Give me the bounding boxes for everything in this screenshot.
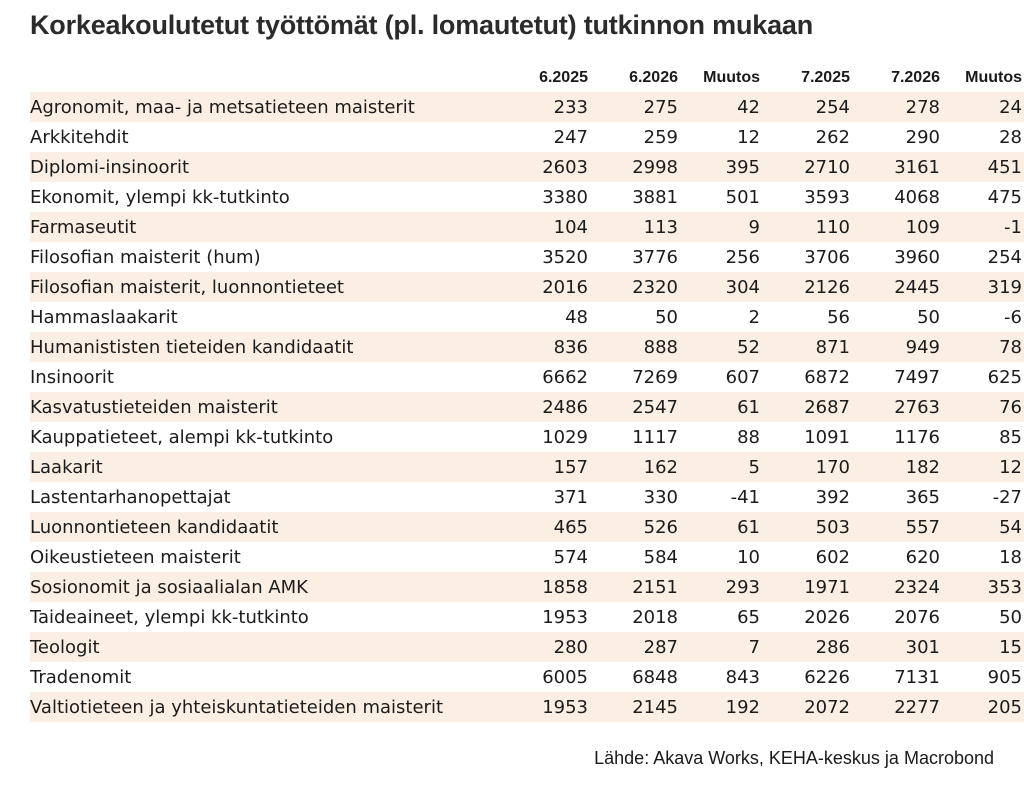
column-header: 6.2025: [539, 69, 588, 86]
table-cell: 501: [725, 186, 760, 208]
table-cell: 1953: [500, 692, 590, 722]
table-row: [30, 692, 1024, 722]
row-label: Luonnontieteen kandidaatit: [30, 512, 500, 542]
table-cell: 2998: [590, 152, 680, 182]
table-cell: 9: [680, 212, 762, 242]
row-label: Lastentarhanopettajat: [30, 486, 231, 508]
table-cell: 353: [942, 572, 1024, 602]
table-cell: 451: [942, 152, 1024, 182]
table-cell: 365: [905, 486, 940, 508]
table-cell: 3161: [852, 152, 942, 182]
table-row: [30, 152, 1024, 182]
table-cell: 4068: [894, 186, 940, 208]
row-label: Agronomit, maa- ja metsatieteen maisterit: [30, 92, 500, 122]
table-row: [30, 512, 1024, 542]
table-cell: 1029: [542, 426, 588, 448]
table-cell: 28: [999, 126, 1022, 148]
table-cell: 3520: [542, 246, 588, 268]
row-label: Diplomi-insinoorit: [30, 152, 500, 182]
table-cell: 602: [815, 546, 850, 568]
table-cell: 290: [905, 126, 940, 148]
table-cell: 50: [917, 306, 940, 328]
table-cell: 905: [987, 666, 1022, 688]
table-cell: 304: [680, 272, 762, 302]
source-note: Lähde: Akava Works, KEHA-keskus ja Macrobond: [594, 748, 994, 768]
table-cell: 620: [905, 546, 940, 568]
table-cell: -27: [992, 486, 1022, 508]
row-label: Filosofian maisterit, luonnontieteet: [30, 272, 500, 302]
table-row: [30, 182, 1024, 212]
table-cell: 503: [762, 512, 852, 542]
table-row: [30, 242, 1024, 272]
table-cell: 1176: [894, 426, 940, 448]
table-cell: 15: [942, 632, 1024, 662]
table-cell: 3380: [542, 186, 588, 208]
header-row: [30, 64, 1024, 92]
table-cell: 205: [942, 692, 1024, 722]
table-cell: 2151: [590, 572, 680, 602]
table-title: Korkeakoulutetut työttömät (pl. lomautetut) tutkinnon mukaan: [30, 10, 813, 40]
table-cell: 3881: [632, 186, 678, 208]
table-cell: 18: [999, 546, 1022, 568]
row-label: Arkkitehdit: [30, 126, 129, 148]
table-cell: 2016: [500, 272, 590, 302]
table-cell: 1117: [632, 426, 678, 448]
table-cell: 109: [852, 212, 942, 242]
table-cell: 2320: [590, 272, 680, 302]
table-row: [30, 482, 1024, 512]
table-cell: 278: [852, 92, 942, 122]
table-cell: 54: [942, 512, 1024, 542]
table-cell: 2603: [500, 152, 590, 182]
table-cell: -6: [1004, 306, 1022, 328]
column-header: 6.2026: [629, 69, 678, 86]
row-label: Tradenomit: [30, 666, 132, 688]
table-cell: 61: [680, 512, 762, 542]
table-cell: 56: [827, 306, 850, 328]
table-cell: 12: [737, 126, 760, 148]
row-label: Valtiotieteen ja yhteiskuntatieteiden maisterit: [30, 692, 500, 722]
table-cell: 3776: [632, 246, 678, 268]
row-label: Kasvatustieteiden maisterit: [30, 392, 500, 422]
table-cell: 301: [852, 632, 942, 662]
table-cell: 113: [590, 212, 680, 242]
table-cell: 330: [643, 486, 678, 508]
table-cell: 2072: [762, 692, 852, 722]
table-cell: 3706: [804, 246, 850, 268]
table-cell: 286: [762, 632, 852, 662]
table-cell: 2026: [804, 606, 850, 628]
table-cell: 1091: [804, 426, 850, 448]
table-cell: 2076: [894, 606, 940, 628]
table-row: [30, 662, 1024, 692]
column-header: 7.2026: [891, 69, 940, 86]
table-cell: 262: [815, 126, 850, 148]
column-header: Muutos: [703, 69, 760, 86]
table-cell: 7: [680, 632, 762, 662]
table-cell: 2687: [762, 392, 852, 422]
row-label: Filosofian maisterit (hum): [30, 246, 261, 268]
table-cell: 7269: [632, 366, 678, 388]
row-label: Sosionomit ja sosiaalialan AMK: [30, 572, 500, 602]
table-cell: 2: [748, 306, 760, 328]
table-row: [30, 122, 1024, 152]
column-header: [30, 64, 500, 92]
column-header: Muutos: [965, 69, 1022, 86]
table-cell: 85: [999, 426, 1022, 448]
row-label: Kauppatieteet, alempi kk-tutkinto: [30, 426, 334, 448]
table-cell: 192: [680, 692, 762, 722]
table-cell: 182: [852, 452, 942, 482]
row-label: Hammaslaakarit: [30, 306, 178, 328]
table-row: [30, 602, 1024, 632]
table-cell: 6872: [804, 366, 850, 388]
table-cell: 6226: [804, 666, 850, 688]
table-cell: 2018: [632, 606, 678, 628]
table-cell: 61: [680, 392, 762, 422]
table-cell: 42: [680, 92, 762, 122]
table-row: [30, 392, 1024, 422]
table-cell: 526: [590, 512, 680, 542]
table-cell: 2547: [590, 392, 680, 422]
table-cell: 949: [852, 332, 942, 362]
table-row: [30, 422, 1024, 452]
table-cell: 2486: [500, 392, 590, 422]
table-cell: 584: [643, 546, 678, 568]
row-label: Humanististen tieteiden kandidaatit: [30, 332, 500, 362]
table-cell: 280: [500, 632, 590, 662]
table-cell: 2145: [590, 692, 680, 722]
table-cell: 78: [942, 332, 1024, 362]
table-cell: 233: [500, 92, 590, 122]
table-cell: 254: [762, 92, 852, 122]
table-cell: -41: [730, 486, 760, 508]
table-cell: 2277: [852, 692, 942, 722]
table-cell: 24: [942, 92, 1024, 122]
table-row: [30, 272, 1024, 302]
table-cell: 157: [500, 452, 590, 482]
table-cell: 319: [942, 272, 1024, 302]
row-label: Ekonomit, ylempi kk-tutkinto: [30, 186, 290, 208]
table-cell: 2710: [762, 152, 852, 182]
table-cell: 2126: [762, 272, 852, 302]
table-cell: 65: [737, 606, 760, 628]
table-row: [30, 302, 1024, 332]
table-cell: 6662: [542, 366, 588, 388]
table-cell: 247: [553, 126, 588, 148]
table-cell: 110: [762, 212, 852, 242]
table-cell: 871: [762, 332, 852, 362]
table-cell: 48: [565, 306, 588, 328]
row-label: Taideaineet, ylempi kk-tutkinto: [30, 606, 309, 628]
table-cell: 287: [590, 632, 680, 662]
row-label: Oikeustieteen maisterit: [30, 546, 241, 568]
table-cell: 6848: [632, 666, 678, 688]
table-cell: 76: [942, 392, 1024, 422]
table-cell: 10: [737, 546, 760, 568]
table-cell: 50: [655, 306, 678, 328]
table-row: [30, 212, 1024, 242]
table-cell: 256: [725, 246, 760, 268]
table-row: [30, 632, 1024, 662]
table-cell: 574: [553, 546, 588, 568]
table-cell: 625: [987, 366, 1022, 388]
column-header: 7.2025: [801, 69, 850, 86]
table-cell: 843: [725, 666, 760, 688]
table-cell: 836: [500, 332, 590, 362]
row-label: Insinoorit: [30, 366, 114, 388]
row-label: Laakarit: [30, 452, 500, 482]
table-cell: 293: [680, 572, 762, 602]
table-cell: 5: [680, 452, 762, 482]
table-cell: 275: [590, 92, 680, 122]
table-cell: 465: [500, 512, 590, 542]
table-cell: 2324: [852, 572, 942, 602]
table-row: [30, 542, 1024, 572]
table-cell: 1858: [500, 572, 590, 602]
table-cell: 1971: [762, 572, 852, 602]
table-cell: 170: [762, 452, 852, 482]
table-row: [30, 572, 1024, 602]
table-cell: 259: [643, 126, 678, 148]
table-cell: 2763: [852, 392, 942, 422]
table-row: [30, 362, 1024, 392]
table-cell: 254: [987, 246, 1022, 268]
table-cell: 7131: [894, 666, 940, 688]
data-table: [30, 64, 1024, 722]
table-body: [30, 92, 1024, 722]
table-cell: 6005: [542, 666, 588, 688]
table-cell: 607: [725, 366, 760, 388]
table-cell: 888: [590, 332, 680, 362]
table-cell: 12: [942, 452, 1024, 482]
table-cell: 395: [680, 152, 762, 182]
table-cell: 557: [852, 512, 942, 542]
table-cell: 52: [680, 332, 762, 362]
table-cell: 162: [590, 452, 680, 482]
table-cell: 475: [987, 186, 1022, 208]
table-cell: 88: [737, 426, 760, 448]
table-row: [30, 92, 1024, 122]
table-cell: 7497: [894, 366, 940, 388]
table-row: [30, 452, 1024, 482]
table-cell: -1: [942, 212, 1024, 242]
row-label: Farmaseutit: [30, 212, 500, 242]
row-label: Teologit: [30, 632, 500, 662]
table-cell: 1953: [542, 606, 588, 628]
table-cell: 392: [815, 486, 850, 508]
table-cell: 50: [999, 606, 1022, 628]
table-cell: 2445: [852, 272, 942, 302]
table-cell: 104: [500, 212, 590, 242]
table-cell: 3960: [894, 246, 940, 268]
table-cell: 3593: [804, 186, 850, 208]
table-cell: 371: [553, 486, 588, 508]
table-row: [30, 332, 1024, 362]
